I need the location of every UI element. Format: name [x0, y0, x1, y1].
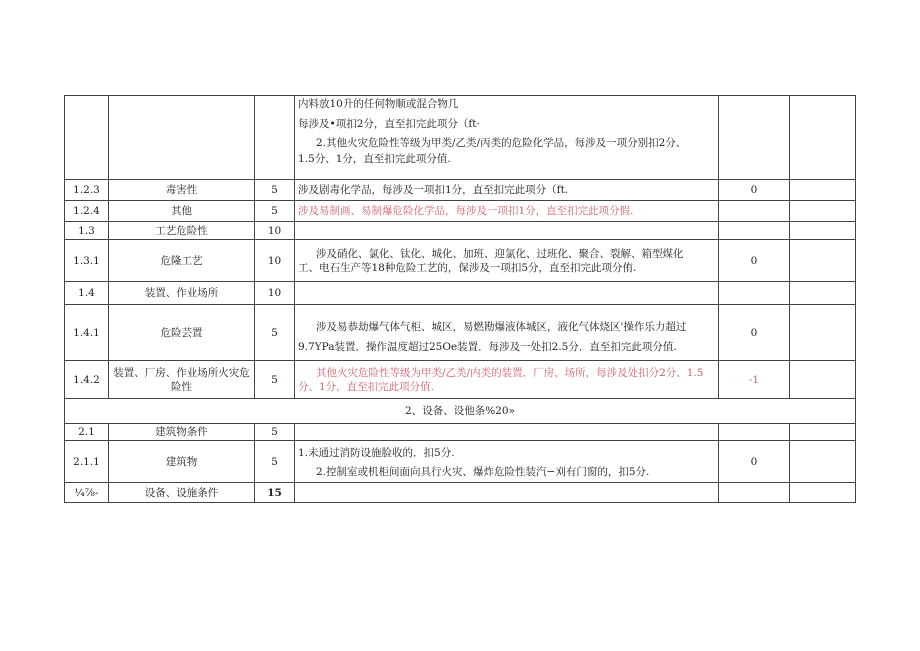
item-score: 5 [255, 361, 295, 399]
description-line: 分、1分，直至扣完此项分值. [298, 380, 435, 393]
item-description [295, 483, 719, 503]
item-value [719, 96, 790, 180]
item-value [719, 201, 790, 222]
item-name [109, 96, 255, 180]
item-name: 危险芸置 [109, 305, 255, 361]
item-remark [790, 222, 856, 240]
item-remark [790, 180, 856, 201]
item-description [295, 361, 719, 399]
item-number: 1.4 [65, 282, 109, 305]
item-score: 10 [255, 222, 295, 240]
item-number: ¼⅞- [65, 483, 109, 503]
item-number: 1.4.1 [65, 305, 109, 361]
item-value [719, 282, 790, 305]
item-description [295, 424, 719, 441]
item-remark [790, 282, 856, 305]
item-number: 1.3.1 [65, 240, 109, 282]
item-value [719, 483, 790, 503]
item-score: 5 [255, 441, 295, 483]
item-score: 10 [255, 240, 295, 282]
item-name: 毒害性 [109, 180, 255, 201]
table-row [65, 96, 856, 180]
item-remark [790, 240, 856, 282]
item-score [255, 96, 295, 180]
item-name: 工艺危险性 [109, 222, 255, 240]
item-number: 2.1 [65, 424, 109, 441]
item-value [719, 222, 790, 240]
section-title: 2、设备、设他条%20» [65, 399, 856, 424]
item-remark [790, 441, 856, 483]
item-description [295, 282, 719, 305]
description-line: 1.5分、1分，直至扣完此项分值. [298, 153, 451, 165]
item-value [719, 424, 790, 441]
item-number: 1.4.2 [65, 361, 109, 399]
item-score: 15 [255, 483, 295, 503]
item-value: 0 [719, 441, 790, 483]
assessment-table [64, 95, 856, 503]
item-score: 5 [255, 180, 295, 201]
item-score: 10 [255, 282, 295, 305]
item-name: 建筑物条件 [109, 424, 255, 441]
item-value: 0 [719, 180, 790, 201]
item-name: 装置、作业场所 [109, 282, 255, 305]
table-row [65, 282, 856, 305]
item-name: 危隆工艺 [109, 240, 255, 282]
item-description: 涉及易制画、易制爆危险化学品，每涉及一项扣1分，直至扣完此项分假. [295, 201, 719, 222]
item-number: 2.1.1 [65, 441, 109, 483]
table-row [65, 240, 856, 282]
item-value: 0 [719, 240, 790, 282]
item-number: 1.3 [65, 222, 109, 240]
table-row [65, 483, 856, 503]
table-row [65, 424, 856, 441]
description-line: 内料放10升的任何物顺或混合物几 [298, 98, 459, 110]
item-description [295, 441, 719, 483]
item-description [295, 240, 719, 282]
table-row [65, 361, 856, 399]
item-name: 装置、厂房、作业场所火灾危险性 [109, 361, 255, 399]
table-row [65, 305, 856, 361]
description-line: 9.7YPa装置．操作温度超过25Oe装置．每涉及一处扣2.5分．直至扣完此项分值. [298, 340, 677, 353]
item-description [295, 96, 719, 180]
item-name: 其他 [109, 201, 255, 222]
item-remark [790, 361, 856, 399]
item-remark [790, 96, 856, 180]
item-value: -1 [719, 361, 790, 399]
item-number [65, 96, 109, 180]
description-line: 工、电石生产等18种危险工艺的，保涉及一项扣5分，直至扣完此项分侑. [298, 261, 637, 274]
description-line: 涉及硝化、氯化、钛化、城化、加班、迎氯化、过班化、聚合、裂解、箱型煤化 [316, 247, 684, 260]
item-number: 1.2.3 [65, 180, 109, 201]
table-row [65, 201, 856, 222]
item-score: 5 [255, 201, 295, 222]
description-line: 2.其他火灾危险性等级为甲类/乙类/丙类的危险化学品，每涉及一项分别扣2分、 [316, 137, 687, 149]
item-remark [790, 483, 856, 503]
item-name: 建筑物 [109, 441, 255, 483]
item-description [295, 305, 719, 361]
table-row [65, 180, 856, 201]
description-line: 其他火灾危险性等级为甲类/乙类/内类的装置．厂房、场所，每涉及处扣分2分、1.5 [316, 366, 704, 379]
item-remark [790, 424, 856, 441]
item-name: 设备、设施条件 [109, 483, 255, 503]
description-line: 涉及易恭劫爆气体气柜、城区，易燃勘爆液体城区，液化气体烧区'操作乐力超过 [316, 320, 687, 333]
table-row [65, 222, 856, 240]
table-row [65, 441, 856, 483]
section-row [65, 399, 856, 424]
item-score: 5 [255, 424, 295, 441]
item-value: 0 [719, 305, 790, 361]
item-number: 1.2.4 [65, 201, 109, 222]
description-line: 每涉及•项扣2分，直至扣完此项分（ft· [298, 118, 480, 130]
description-line: 2.控制室或机柜间面向具行火灾、爆炸危险性装汽−刈有门窗的，扣5分. [316, 466, 650, 478]
item-description [295, 222, 719, 240]
item-remark [790, 305, 856, 361]
item-description: 涉及剧毒化学品，每涉及一项扣1分，直至扣完此项分（ft. [295, 180, 719, 201]
item-score: 5 [255, 305, 295, 361]
description-line: 1.未通过消防设施脸收的．扣5分. [298, 447, 455, 459]
item-remark [790, 201, 856, 222]
